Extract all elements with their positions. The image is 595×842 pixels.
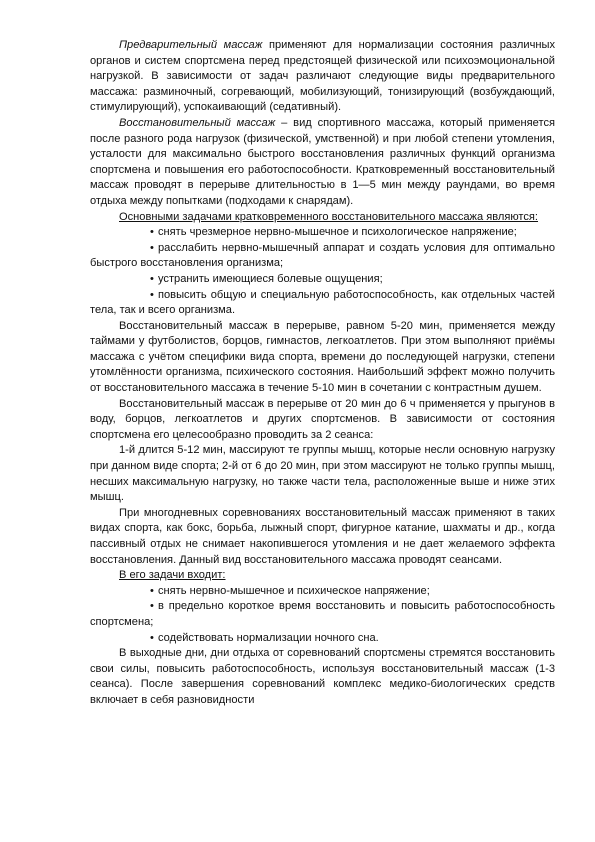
list-item-text: в предельно короткое время восстановить и повысить работоспособность спортсмена; xyxy=(90,600,555,628)
list-item xyxy=(90,241,555,272)
bullet-icon: • xyxy=(150,241,154,254)
paragraph-break-5-20: Восстановительный массаж в перерыве, равном 5-20 мин, применяется между таймами у футболистов, борцов, гимнастов, легкоатлетов. При этом выполняют приёмы массажа с учётом специфики вида спорта, времени до последующей нагрузки, степени утомлённости организма, психического состояния. Наибольший эффект можно получить от восстановительного массажа в течение 5-10 мин в сочетании с контрастным душем. xyxy=(90,319,555,395)
list-item-text: снять нервно-мышечное и психическое напряжение; xyxy=(158,584,430,597)
bullet-icon: • xyxy=(150,288,154,301)
list-item xyxy=(90,631,555,647)
paragraph-two-sessions: 1-й длится 5-12 мин, массируют те группы мышц, которые несли основную нагрузку при данном виде спорта; 2-й от 6 до 20 мин, при этом массируют не только группы мышц, несших максимальную нагрузку, но также части тела, расположенные выше и ниже этих мышц. xyxy=(90,444,555,504)
list-item xyxy=(90,272,555,288)
list-item-text: повысить общую и специальную работоспособность, как отдельных частей тела, так и всего организма. xyxy=(90,288,555,317)
bullet-icon: • xyxy=(150,272,154,285)
list-item xyxy=(90,288,555,319)
paragraph-preliminary-massage xyxy=(90,38,555,116)
bullet-icon: • xyxy=(150,631,154,644)
tasks-heading-multiday xyxy=(90,568,555,584)
paragraph-break-20-6h: Восстановительный массаж в перерыве от 20 мин до 6 ч применяется у прыгунов в воду, борцов, легкоатлетов и других спортсменов. В зависимости от состояния спортсмена его целесообразно проводить за 2 сеанса: xyxy=(90,397,555,441)
list-item-text: содействовать нормализации ночного сна. xyxy=(158,631,379,644)
paragraph-restorative-massage xyxy=(90,116,555,210)
paragraph-text: – вид спортивного массажа, который применяется после разного рода нагрузок (физической, умственной) и при любой степени утомления, усталости для максимально быстрого восстановления различных функций организма спортсмена и повышения его работоспособности. Кратковременный восстановительный массаж проводят в перерыве длительностью в 1—5 мин между раундами, во время отдыха между попытками (подходами к снарядам). xyxy=(90,116,555,207)
list-item xyxy=(90,599,555,630)
bullet-icon: • xyxy=(150,600,154,613)
document-page xyxy=(90,38,555,709)
tasks-heading-short-massage xyxy=(90,210,555,226)
list-item-text: устранить имеющиеся болевые ощущения; xyxy=(158,272,383,285)
paragraph-multiday: При многодневных соревнованиях восстановительный массаж применяют в таких видах спорта, как бокс, борьба, лыжный спорт, фигурное катание, шахматы и др., когда пассивный отдых не снимает накопившегося утомления и не дает желаемого эффекта восстановления. Данный вид восстановительного массажа проводят сеансами. xyxy=(90,506,555,566)
term-restorative-massage: Восстановительный массаж xyxy=(119,116,276,129)
list-item-text: снять чрезмерное нервно-мышечное и психологическое напряжение; xyxy=(158,226,517,239)
paragraph-days-off: В выходные дни, дни отдыха от соревнований спортсмены стремятся восстановить свои силы, повысить работоспособность, используя восстановительный массаж (1-3 сеанса). После завершения соревнований комплекс медико-биологических средств включает в себя разновидности xyxy=(90,647,555,706)
bullet-icon: • xyxy=(150,226,154,239)
list-item xyxy=(90,584,555,600)
list-item-text: расслабить нервно-мышечный аппарат и создать условия для оптимально быстрого восстановления организма; xyxy=(90,241,555,270)
term-preliminary-massage: Предварительный массаж xyxy=(119,39,263,51)
tasks-heading-text: В его задачи входит: xyxy=(119,569,226,582)
list-item xyxy=(90,225,555,241)
tasks-heading-text: Основными задачами кратковременного восстановительного массажа являются: xyxy=(119,210,539,223)
bullet-icon: • xyxy=(150,584,154,597)
paragraph-text: применяют для нормализации состояния различных органов и систем спортсмена перед предстоящей физической или психоэмоциональной нагрузкой. В зависимости от задач различают следующие виды предварительного массажа: разминочный, согревающий, мобилизующий, тонизирующий (возбуждающий, стимулирующий), успокаивающий (седативный). xyxy=(90,39,555,114)
